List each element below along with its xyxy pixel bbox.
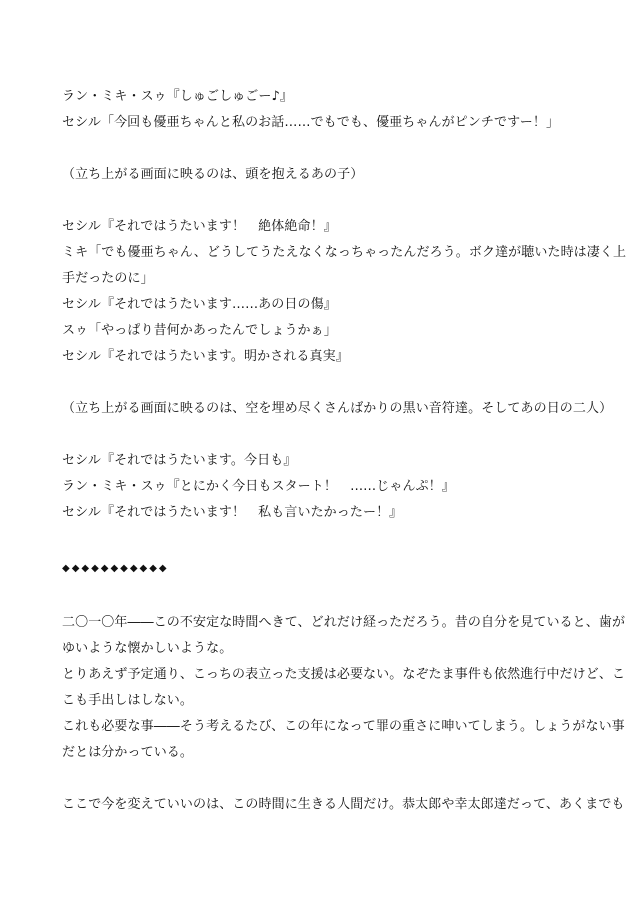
text-line: セシル『それではうたいます……あの日の傷』: [62, 297, 337, 312]
text-line: ラン・ミキ・スゥ『しゅごしゅごー♪』: [62, 89, 293, 104]
text-line: （立ち上がる画面に映るのは、空を埋め尽くさんばかりの黒い音符達。そしてあの日の二人）: [62, 401, 613, 416]
text-line: こも手出しはしない。: [62, 693, 194, 708]
text-line: ミキ「でも優亜ちゃん、どうしてうたえなくなっちゃったんだろう。ボク達が聴いた時は凄く上: [62, 245, 627, 260]
text-line: ゆいような懐かしいような。: [62, 641, 233, 656]
text-line: セシル「今回も優亜ちゃんと私のお話……でもでも、優亜ちゃんがピンチですー！」: [62, 115, 560, 130]
text-line: とりあえず予定通り、こっちの表立った支援は必要ない。なぞたま事件も依然進行中だけど、こ: [62, 667, 626, 682]
text-line: ラン・ミキ・スゥ『とにかく今日もスタート！ ……じゃんぷ！』: [62, 479, 455, 494]
text-line: （立ち上がる画面に映るのは、頭を抱えるあの子）: [62, 167, 364, 182]
text-line: だとは分かっている。: [62, 745, 194, 760]
text-line: これも必要な事――そう考えるたび、この年になって罪の重さに呻いてしまう。しょうがない事: [62, 719, 625, 734]
text-line: ここで今を変えていいのは、この時間に生きる人間だけ。恭太郎や幸太郎達だって、あくまでも: [62, 797, 625, 812]
text-line: セシル『それではうたいます！ 絶体絶命！』: [62, 219, 337, 234]
text-line: セシル『それではうたいます。今日も』: [62, 453, 297, 468]
text-line: セシル『それではうたいます！ 私も言いたかったー！』: [62, 505, 403, 520]
text-line: 二〇一〇年――この不安定な時間へきて、どれだけ経っただろう。昔の自分を見ていると、歯が: [62, 615, 626, 630]
text-line: 手だったのに」: [62, 271, 154, 286]
section-divider: ◆◆◆◆◆◆◆◆◆◆◆: [62, 563, 169, 574]
text-line: スゥ「やっぱり昔何かあったんでしょうかぁ」: [62, 323, 337, 338]
text-line: セシル『それではうたいます。明かされる真実』: [62, 349, 349, 364]
